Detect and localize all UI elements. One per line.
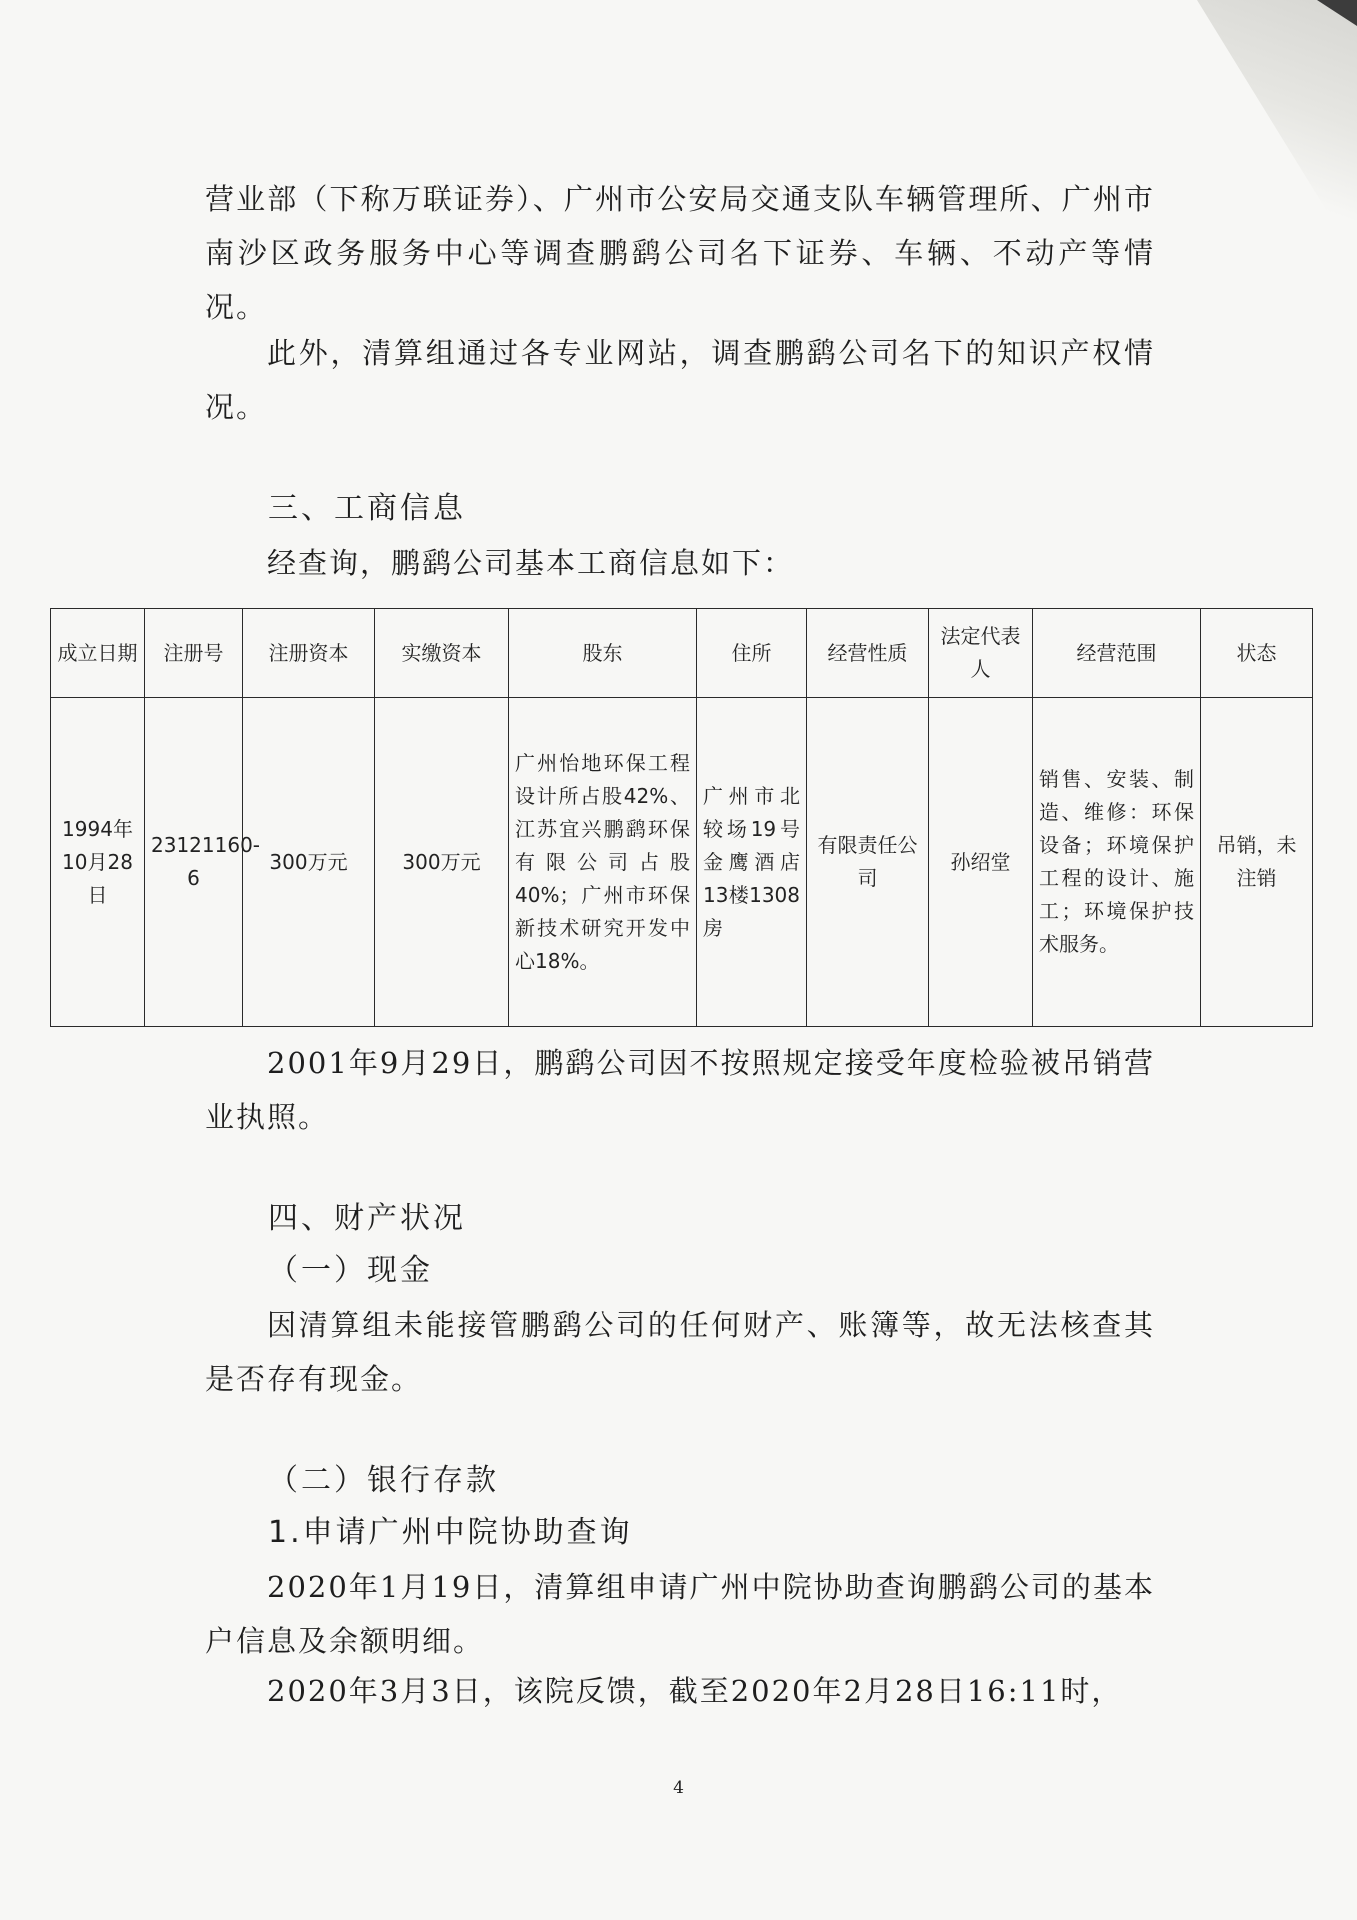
cell-scope: 销售、安装、制造、维修：环保设备；环境保护工程的设计、施工；环境保护技术服务。 [1033,698,1201,1027]
cell-shareholders: 广州怡地环保工程设计所占股42%、江苏宜兴鹏鹞环保有限公司占股40%；广州市环保新技术研究开发中心18%。 [509,698,697,1027]
cell-address: 广州市北较场19号金鹰酒店13楼1308房 [697,698,807,1027]
heading-business-info: 三、工商信息 [268,491,466,526]
header-nature: 经营性质 [807,609,929,698]
header-paid-capital: 实缴资本 [375,609,509,698]
header-establish-date: 成立日期 [51,609,145,698]
header-shareholders: 股东 [509,609,697,698]
cell-reg-capital: 300万元 [243,698,375,1027]
table-row [51,698,1313,1027]
heading-cash: （一）现金 [268,1253,433,1288]
header-status: 状态 [1201,609,1313,698]
page-number: 4 [673,1778,684,1798]
table-header-row [51,609,1313,698]
cell-reg-no: 23121160-6 [145,698,243,1027]
paragraph-court-feedback: 2020年3月3日，该院反馈，截至2020年2月28日16:11时， [267,1674,1123,1708]
paragraph-license-revoked: 2001年9月29日，鹏鹞公司因不按照规定接受年度检验被吊销营业执照。 [205,1046,1155,1134]
cell-status: 吊销，未注销 [1201,698,1313,1027]
header-address: 住所 [697,609,807,698]
header-legal-rep: 法定代表人 [929,609,1033,698]
paragraph-investigation: 营业部（下称万联证券）、广州市公安局交通支队车辆管理所、广州市南沙区政务服务中心等调查鹏鹞公司名下证券、车辆、不动产等情况。 [205,182,1155,324]
cell-nature: 有限责任公司 [807,698,929,1027]
page-fold-shadow [1197,0,1357,260]
paragraph-ip-check: 此外，清算组通过各专业网站，调查鹏鹞公司名下的知识产权情况。 [205,336,1155,424]
paragraph-query-intro: 经查询，鹏鹞公司基本工商信息如下： [267,546,795,580]
paragraph-court-application: 2020年1月19日，清算组申请广州中院协助查询鹏鹞公司的基本户信息及余额明细。 [205,1570,1155,1658]
header-reg-capital: 注册资本 [243,609,375,698]
business-info-table [50,608,1313,1027]
header-scope: 经营范围 [1033,609,1201,698]
cell-establish-date: 1994年10月28日 [51,698,145,1027]
heading-property-status: 四、财产状况 [268,1201,466,1236]
paragraph-cash: 因清算组未能接管鹏鹞公司的任何财产、账簿等，故无法核查其是否存有现金。 [205,1308,1155,1396]
cell-legal-rep: 孙绍堂 [929,698,1033,1027]
header-reg-no: 注册号 [145,609,243,698]
heading-court-query: 1.申请广州中院协助查询 [268,1515,633,1550]
cell-paid-capital: 300万元 [375,698,509,1027]
heading-bank-deposit: （二）银行存款 [268,1463,499,1498]
